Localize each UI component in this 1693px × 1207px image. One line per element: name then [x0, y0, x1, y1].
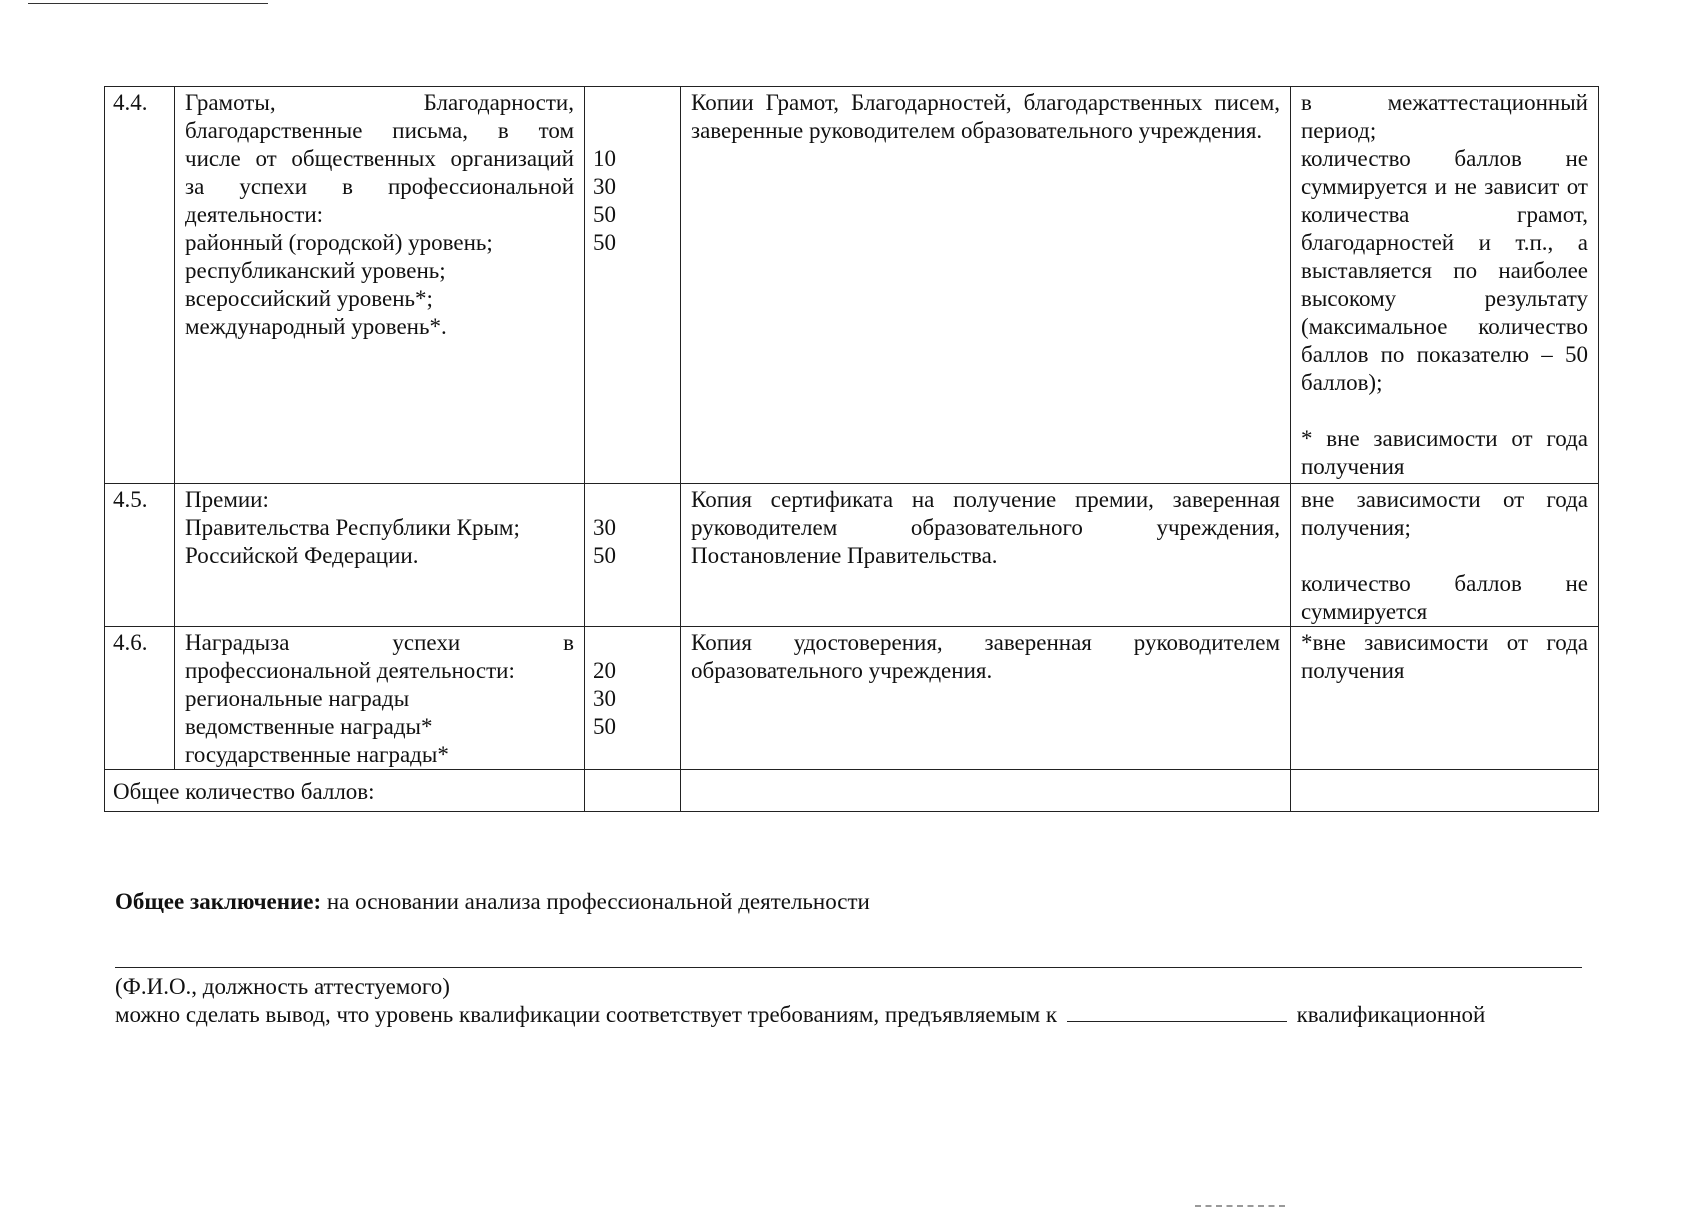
criterion-cell	[175, 87, 585, 484]
score-value: 30	[593, 686, 616, 711]
general-conclusion-label: Общее заключение:	[115, 889, 322, 914]
criterion-line: за успехи в профессиональной	[185, 174, 574, 199]
documents-cell: Копия удостоверения, заверенная руководителем образовательного учреждения.	[681, 627, 1291, 770]
note-line: * вне зависимости от года получения	[1301, 426, 1588, 479]
total-row	[105, 770, 1599, 812]
general-conclusion	[115, 888, 1595, 916]
criterion-line: государственные награды*	[185, 742, 449, 767]
note-spacer	[1301, 397, 1588, 425]
row-number: 4.6.	[105, 627, 175, 770]
score-spacer	[593, 629, 670, 657]
total-score-cell	[585, 770, 681, 812]
total-documents-cell	[681, 770, 1291, 812]
criterion-line: профессиональной деятельности:	[185, 658, 515, 683]
note-line: *вне зависимости от года получения	[1301, 630, 1588, 683]
criterion-line: ведомственные награды*	[185, 714, 433, 739]
score-spacer	[593, 89, 670, 117]
total-label: Общее количество баллов:	[105, 770, 585, 812]
score-value: 50	[593, 202, 616, 227]
conclusion-text-after: квалификационной	[1296, 1002, 1486, 1027]
criteria-table	[104, 86, 1599, 812]
score-value: 50	[593, 714, 616, 739]
criterion-cell	[175, 627, 585, 770]
table-row	[105, 87, 1599, 484]
score-value: 20	[593, 658, 616, 683]
row-number: 4.4.	[105, 87, 175, 484]
total-notes-cell	[1291, 770, 1599, 812]
notes-cell	[1291, 627, 1599, 770]
criterion-line: районный (городской) уровень;	[185, 230, 493, 255]
criterion-line: региональные награды	[185, 686, 410, 711]
note-spacer	[1301, 542, 1588, 570]
score-value: 30	[593, 515, 616, 540]
notes-cell	[1291, 484, 1599, 627]
score-cell	[585, 484, 681, 627]
score-value: 10	[593, 146, 616, 171]
criterion-line: Российской Федерации.	[185, 543, 419, 568]
criterion-line: благодарственные письма, в том	[185, 118, 574, 143]
criterion-line: всероссийский уровень*;	[185, 286, 433, 311]
criterion-line: деятельности:	[185, 202, 324, 227]
score-spacer	[593, 486, 670, 514]
criterion-line: Правительства Республики Крым;	[185, 515, 520, 540]
qualification-blank[interactable]	[1067, 1001, 1287, 1022]
documents-cell: Копии Грамот, Благодарностей, благодарственных писем, заверенные руководителем образовательного учреждения.	[681, 87, 1291, 484]
note-line: количество баллов не суммируется и не зависит от количества грамот, благодарностей и т.п., а выставляется по наиболее высокому результату (максимальное количество баллов по показателю – 50 баллов);	[1301, 146, 1588, 395]
score-value: 50	[593, 230, 616, 255]
note-line: вне зависимости от года получения;	[1301, 487, 1588, 540]
criterion-line: республиканский уровень;	[185, 258, 446, 283]
score-spacer	[593, 117, 670, 145]
note-line: количество баллов не суммируется	[1301, 571, 1588, 624]
fio-label: (Ф.И.О., должность аттестуемого)	[115, 974, 450, 999]
conclusion-text-before: можно сделать вывод, что уровень квалификации соответствует требованиям, предъявляемым к	[115, 1002, 1058, 1027]
score-cell	[585, 627, 681, 770]
qualification-conclusion	[115, 1001, 1615, 1029]
criterion-line: Наградыза успехи в	[185, 630, 574, 655]
criterion-line: международный уровень*.	[185, 314, 447, 339]
score-cell	[585, 87, 681, 484]
table-row	[105, 484, 1599, 627]
score-value: 30	[593, 174, 616, 199]
row-number: 4.5.	[105, 484, 175, 627]
criterion-cell	[175, 484, 585, 627]
note-line: в межаттестационный период;	[1301, 90, 1588, 143]
general-conclusion-text: на основании анализа профессиональной деятельности	[321, 889, 870, 914]
documents-cell: Копия сертификата на получение премии, заверенная руководителем образовательного учреждения, Постановление Правительства.	[681, 484, 1291, 627]
criterion-line: числе от общественных организаций	[185, 146, 574, 171]
score-value: 50	[593, 543, 616, 568]
top-rule	[28, 3, 268, 4]
notes-cell	[1291, 87, 1599, 484]
table-row	[105, 627, 1599, 770]
criterion-line: Премии:	[185, 487, 269, 512]
signature-line	[115, 967, 1582, 968]
criterion-line: Грамоты, Благодарности,	[185, 90, 574, 115]
